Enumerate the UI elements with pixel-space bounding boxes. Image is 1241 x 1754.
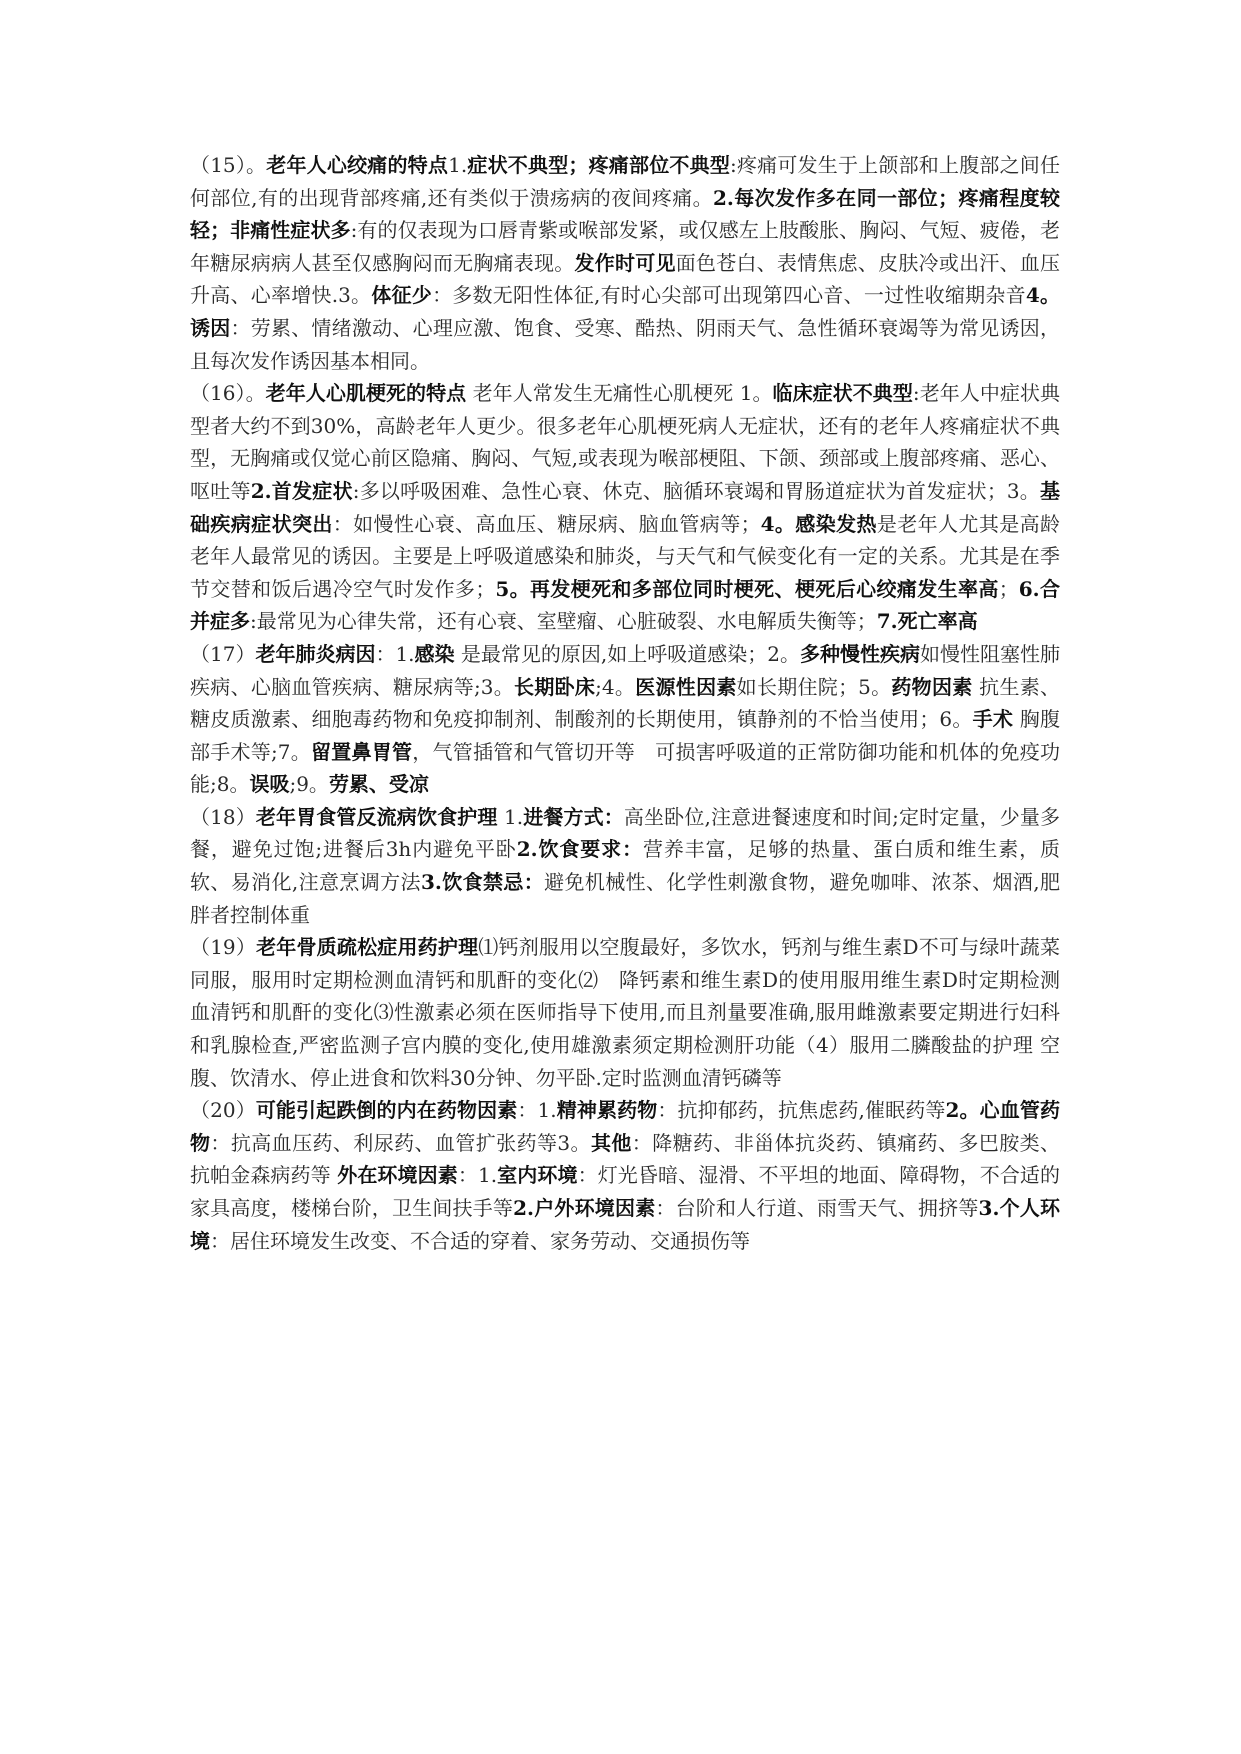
body-text: 营养丰富，足够的热量、蛋白质和维生素，质软、易消化,注意烹调方法 xyxy=(190,837,1061,895)
body-text: ； xyxy=(998,576,1019,601)
bold-heading-text: 感染 xyxy=(414,641,455,666)
paragraph-18 xyxy=(190,801,1060,931)
bold-heading-text: 精神累药物 xyxy=(556,1098,658,1123)
body-text: （19） xyxy=(190,935,257,960)
body-text: 高坐卧位,注意进餐速度和时间;定时定量，少量多餐，避免过饱;进餐后3h内避免平卧 xyxy=(190,804,1060,862)
body-text: :多以呼吸困难、急性心衰、休克、脑循环衰竭和胃肠道症状为首发症状；3。 xyxy=(352,478,1041,503)
bold-heading-text: 2.首发症状 xyxy=(250,478,353,503)
bold-heading-text: 5。再发梗死和多部位同时梗死、梗死后心绞痛发生率高 xyxy=(495,576,999,601)
body-text: （16）。 xyxy=(190,381,266,406)
bold-heading-text: 进餐方式： xyxy=(523,804,624,829)
bold-heading-text: 2.户外环境因素 xyxy=(513,1196,656,1220)
paragraph-16 xyxy=(190,377,1060,638)
bold-heading-text: 4。诱因 xyxy=(190,283,1061,340)
body-text: ;9。 xyxy=(289,772,329,797)
bold-heading-text: 其他 xyxy=(590,1130,632,1155)
body-text: ：居住环境发生改变、不合适的穿着、家务劳动、交通损伤等 xyxy=(210,1228,750,1253)
body-text: ：1. xyxy=(517,1098,557,1123)
bold-heading-text: 发作时可见 xyxy=(574,250,676,275)
body-text: ：抗抑郁药，抗焦虑药,催眠药等 xyxy=(657,1098,946,1123)
bold-heading-text: 2.饮食要求： xyxy=(516,837,643,862)
body-text: 是老年人尤其是高龄老年人最常见的诱因。主要是上呼吸道感染和肺炎，与天气和气候变化有一定的关系。尤其是在季节交替和饭后遇冷空气时发作多； xyxy=(190,511,1061,601)
bold-heading-text: 3.饮食禁忌： xyxy=(420,870,545,895)
body-text: :疼痛可发生于上颌部和上腹部之间任何部位,有的出现背部疼痛,还有类似于溃疡病的夜间疼痛。 xyxy=(190,153,1061,210)
body-text: 是最常见的原因,如上呼吸道感染；2。 xyxy=(454,641,800,666)
body-text: ：降糖药、非甾体抗炎药、镇痛药、多巴胺类、抗帕金森病药等 xyxy=(190,1130,1061,1188)
bold-heading-text: 2.每次发作多在同一部位；疼痛程度较轻；非痛性症状多 xyxy=(190,185,1060,243)
body-text: :有的仅表现为口唇青紫或喉部发紧，或仅感左上肢酸胀、胸闷、气短、疲倦，老年糖尿病病人甚至仅感胸闷而无胸痛表现。 xyxy=(190,218,1060,275)
bold-heading-text: 6.合并症多 xyxy=(190,576,1061,634)
document-body xyxy=(190,149,1060,1257)
bold-heading-text: 7.死亡率高 xyxy=(876,609,978,634)
body-text: 老年人常发生无痛性心肌梗死 1。 xyxy=(466,381,773,406)
body-text: ，气管插管和气管切开等 可损害呼吸道的正常防御功能和机体的免疫功能;8。 xyxy=(190,739,1061,797)
body-text: ：1. xyxy=(375,641,415,666)
bold-heading-text: 3.个人环境 xyxy=(190,1196,1060,1253)
body-text: 如慢性阻塞性肺疾病、心脑血管疾病、糖尿病等;3。 xyxy=(190,641,1060,699)
bold-heading-text: 4。感染发热 xyxy=(760,511,877,536)
paragraph-15 xyxy=(190,149,1060,377)
bold-heading-text: 症状不典型；疼痛部位不典型 xyxy=(467,153,731,177)
bold-heading-text: 多种慢性疾病 xyxy=(800,641,920,666)
bold-heading-text: 老年肺炎病因 xyxy=(255,641,376,666)
body-text: ：如慢性心衰、高血压、糖尿病、脑血管病等； xyxy=(332,511,761,536)
body-text: ：多数无阳性体征,有时心尖部可出现第四心音、一过性收缩期杂音 xyxy=(432,283,1026,308)
bold-heading-text: 药物因素 xyxy=(891,674,973,699)
bold-heading-text: 留置鼻胃管 xyxy=(310,739,413,764)
body-text: 1. xyxy=(497,804,524,829)
bold-heading-text: 室内环境 xyxy=(497,1163,578,1188)
body-text: （20） xyxy=(190,1098,256,1123)
body-text: 1. xyxy=(448,153,468,177)
body-text: ：劳累、情绪激动、心理应激、饱食、受寒、酷热、阴雨天气、急性循环衰竭等为常见诱因，且每次发作诱因基本相同。 xyxy=(190,315,1061,373)
body-text: （18） xyxy=(190,804,256,829)
bold-heading-text: 基础疾病症状突出 xyxy=(190,478,1061,536)
paragraph-20 xyxy=(190,1094,1060,1257)
bold-heading-text: 误吸 xyxy=(249,772,290,797)
body-text: :老年人中症状典型者大约不到30%，高龄老年人更少。很多老年心肌梗死病人无症状，还有的老年人疼痛症状不典型，无胸痛或仅觉心前区隐痛、胸闷、气短,或表现为喉部梗阻、下颌、颈部或上腹部疼痛、恶心、呕吐等 xyxy=(190,381,1061,503)
bold-heading-text: 医源性因素 xyxy=(635,674,737,699)
body-text: （17） xyxy=(190,641,256,666)
body-text: ;4。 xyxy=(595,674,636,699)
body-text: ：抗高血压药、利尿药、血管扩张药等3。 xyxy=(210,1130,591,1155)
body-text: ：台阶和人行道、雨雪天气、拥挤等 xyxy=(655,1196,979,1220)
body-text: 避免机械性、化学性刺激食物，避免咖啡、浓茶、烟酒,肥胖者控制体重 xyxy=(190,870,1060,927)
body-text: ：灯光昏暗、湿滑、不平坦的地面、障碍物，不合适的家具高度，楼梯台阶，卫生间扶手等 xyxy=(190,1163,1061,1220)
body-text: ：1. xyxy=(457,1163,498,1188)
body-text: 面色苍白、表情焦虑、皮肤冷或出汗、血压升高、心率增快.3。 xyxy=(190,250,1061,308)
bold-heading-text: 老年胃食管反流病饮食护理 xyxy=(255,804,498,829)
bold-heading-text: 长期卧床 xyxy=(514,674,596,699)
bold-heading-text: 体征少 xyxy=(371,283,433,308)
bold-heading-text: 手术 xyxy=(972,707,1014,732)
body-text: （15）。 xyxy=(190,153,267,177)
bold-heading-text: 外在环境因素 xyxy=(337,1163,458,1188)
bold-heading-text: 老年人心肌梗死的特点 xyxy=(265,381,467,406)
body-text: ⑴钙剂服用以空腹最好，多饮水，钙剂与维生素D不可与绿叶蔬菜同服，服用时定期检测血清钙和肌酐的变化⑵ 降钙素和维生素D的使用服用维生素D时定期检测血清钙和肌酐的变化⑶性激素必须在医师指导下使用,而且剂量要准确,服用雌激素要定期进行妇科和乳腺检查,严密监测子宫内膜的变化,使用雄激素须定期检测肝功能（4）服用二膦酸盐的护理 空腹、饮清水、停止进食和饮料30分钟、勿平卧.定时监测血清钙磷等 xyxy=(190,935,1060,1090)
bold-heading-text: 老年骨质疏松症用药护理 xyxy=(256,935,479,960)
body-text: 如长期住院；5。 xyxy=(736,674,892,699)
body-text: 抗生素、糖皮质激素、细胞毒药物和免疫抑制剂、制酸剂的长期使用，镇静剂的不恰当使用；6。 xyxy=(190,674,1061,732)
bold-heading-text: 劳累、受凉 xyxy=(328,772,429,797)
paragraph-17 xyxy=(190,638,1060,801)
body-text: :最常见为心律失常，还有心衰、室壁瘤、心脏破裂、水电解质失衡等； xyxy=(250,609,877,634)
bold-heading-text: 2。心血管药物 xyxy=(190,1098,1061,1155)
bold-heading-text: 老年人心绞痛的特点 xyxy=(266,153,449,177)
bold-heading-text: 可能引起跌倒的内在药物因素 xyxy=(255,1098,518,1123)
bold-heading-text: 临床症状不典型 xyxy=(772,381,913,406)
body-text: 胸腹部手术等;7。 xyxy=(190,707,1061,764)
paragraph-19 xyxy=(190,931,1060,1094)
